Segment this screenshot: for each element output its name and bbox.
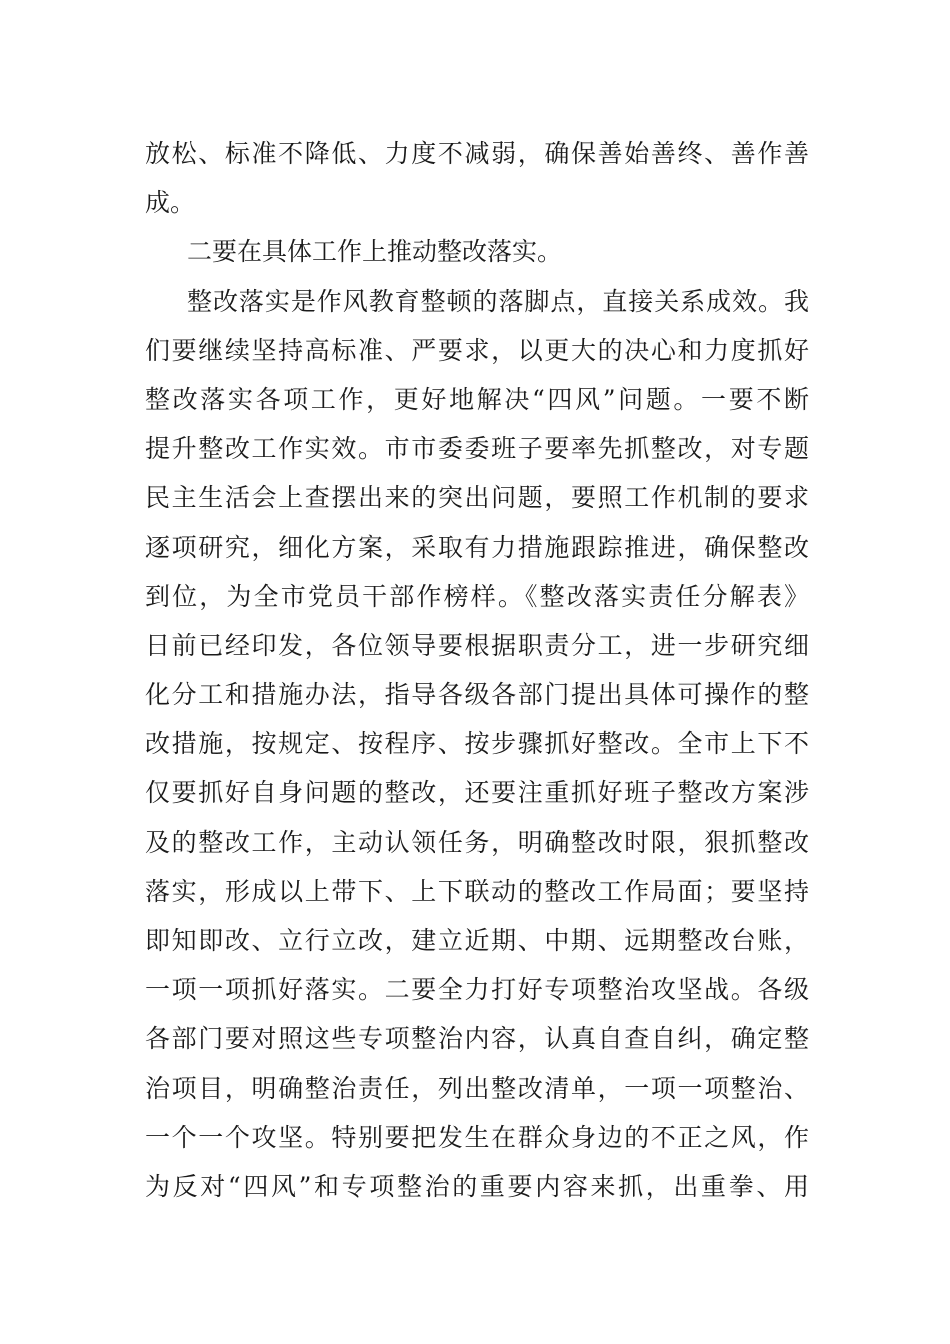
text-line: 一个一个攻坚。特别要把发生在群众身边的不正之风，作 bbox=[145, 1122, 809, 1152]
text-line: 提升整改工作实效。市市委委班子要率先抓整改，对专题 bbox=[145, 434, 809, 464]
text-line: 为反对“四风”和专项整治的重要内容来抓，出重拳、用 bbox=[145, 1171, 809, 1201]
text-line: 即知即改、立行立改，建立近期、中期、远期整改台账， bbox=[145, 926, 809, 955]
text-line: 逐项研究，细化方案，采取有力措施跟踪推进，确保整改 bbox=[145, 532, 809, 562]
text-line: 各部门要对照这些专项整治内容，认真自查自纠，确定整 bbox=[145, 1024, 809, 1054]
text-line: 化分工和措施办法，指导各级各部门提出具体可操作的整 bbox=[145, 680, 809, 710]
text-line: 成。 bbox=[145, 188, 196, 218]
text-line: 及的整改工作，主动认领任务，明确整改时限，狠抓整改 bbox=[145, 827, 809, 857]
text-line: 整改落实是作风教育整顿的落脚点，直接关系成效。我 bbox=[187, 286, 809, 316]
text-line: 改措施，按规定、按程序、按步骤抓好整改。全市上下不 bbox=[145, 729, 809, 759]
text-line: 二要在具体工作上推动整改落实。 bbox=[187, 237, 563, 267]
text-line: 落实，形成以上带下、上下联动的整改工作局面；要坚持 bbox=[145, 876, 809, 906]
text-line: 治项目，明确整治责任，列出整改清单，一项一项整治、 bbox=[145, 1073, 809, 1103]
text-line: 日前已经印发，各位领导要根据职责分工，进一步研究细 bbox=[145, 630, 809, 660]
text-line: 整改落实各项工作，更好地解决“四风”问题。一要不断 bbox=[145, 384, 809, 414]
text-line: 民主生活会上查摆出来的突出问题，要照工作机制的要求 bbox=[145, 483, 809, 513]
text-line: 仅要抓好自身问题的整改，还要注重抓好班子整改方案涉 bbox=[145, 778, 809, 808]
text-line: 一项一项抓好落实。二要全力打好专项整治攻坚战。各级 bbox=[145, 975, 809, 1005]
document-body bbox=[145, 129, 809, 1211]
text-line: 放松、标准不降低、力度不减弱，确保善始善终、善作善 bbox=[145, 139, 809, 168]
text-line: 们要继续坚持高标准、严要求，以更大的决心和力度抓好 bbox=[145, 335, 809, 365]
text-line: 到位，为全市党员干部作榜样。《整改落实责任分解表》 bbox=[145, 581, 809, 611]
